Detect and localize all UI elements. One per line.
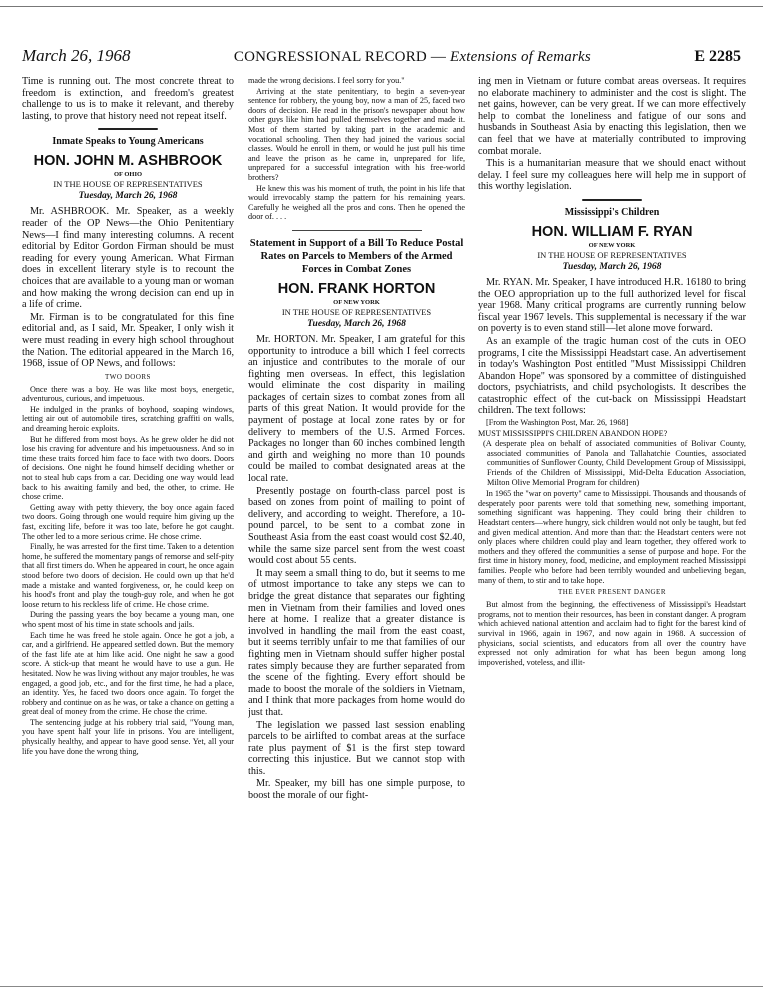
quote-paragraph: During the passing years the boy became a young man, one who spent most of his time in state schools and jails. xyxy=(22,610,234,629)
subheading: THE EVER PRESENT DANGER xyxy=(557,588,666,597)
subheading: TWO DOORS xyxy=(105,372,151,381)
speech-date: Tuesday, March 26, 1968 xyxy=(562,261,662,272)
quote-paragraph: But almost from the beginning, the effectiveness of Mississippi's Headstart programs, not to mention their resources, has been in constant danger. A program which achieved national attention and acclaim had to fight for the barest kind of survival in 1966, again in 1967, and now again in 1968. A succession of physicians, social scientists, and educators from all over the country have expressed not only admiration for what has been begun among long impoverished, voteless, and illit- xyxy=(478,600,746,667)
bottom-rule xyxy=(0,986,763,987)
speaker-state: OF NEW YORK xyxy=(588,241,636,249)
top-rule xyxy=(0,6,763,7)
speech-date: Tuesday, March 26, 1968 xyxy=(78,191,178,202)
quote-paragraph: But he differed from most boys. As he grew older he did not lose his craving for adventure and his impetuousness. And so in time these traits forced him face to face with two doors. Doors of decisions. One night he found himself deciding whether or not to steal hub caps from a car. Deciding one way would lead back to his awaiting family and bed, the other, to crime. He chose crime. xyxy=(22,434,234,502)
quote-paragraph: He indulged in the pranks of boyhood, soaping windows, letting air out of automobile tires, scratching graffiti on walls, and dreaming heroic exploits. xyxy=(22,404,234,434)
quote-title: MUST MISSISSIPPI'S CHILDREN ABANDON HOPE? xyxy=(478,428,668,438)
quote-paragraph: The sentencing judge at his robbery trial said, "Young man, you have spent half your life in prisons. You are intelligent, physically healthy, and appear to have good sense. Yet, all your life you have done the wrong thing, xyxy=(22,717,234,756)
quote-paragraph: made the wrong decisions. I feel sorry for you." xyxy=(248,76,405,85)
header-date: March 26, 1968 xyxy=(22,46,131,65)
paragraph: Mr. Firman is to be congratulated for this fine editorial and, as I said, Mr. Speaker, I only wish it were must reading in every high school throughout the Nation. The editorial appeared in the March 16, 1968, issue of OP News, and follows: xyxy=(22,311,234,370)
paragraph: The legislation we passed last session enabling parcels to be airlifted to combat areas at the surface rate plus payment of $1 is the first step toward correcting this injustice. But we cannot stop with this. xyxy=(248,719,465,777)
speaker-name: HON. FRANK HORTON xyxy=(277,280,436,297)
column-3 xyxy=(478,76,746,986)
paragraph: Mr. HORTON. Mr. Speaker, I am grateful for this opportunity to introduce a bill which I feel corrects an injustice and contributes to the morale of our fighting men overseas. In effect, this legislation would eliminate the cost disparity in mailing packages of certain sizes to combat zones from all parts of this great Nation. It would provide for the payment of postage at local zone rates by or for delivery to members of the U.S. Armed Forces. Packages no longer than 60 inches combined length and girth and weighing no more than 10 pounds could be mailed to combat designated areas at the local rate. xyxy=(248,333,465,485)
house-line: IN THE HOUSE OF REPRESENTATIVES xyxy=(537,249,687,260)
section-divider xyxy=(98,128,158,130)
paragraph: Mr. Speaker, my bill has one simple purpose, to boost the morale of our fight- xyxy=(248,778,465,802)
speaker-name: HON. WILLIAM F. RYAN xyxy=(531,223,693,240)
header-title xyxy=(234,49,591,66)
paragraph: Time is running out. The most concrete threat to freedom is extinction, and freedom's greatest challenge to us is to make it relevant, and thereby lasting, to prove that history need not repeat itself. xyxy=(22,76,234,122)
header-section: Extensions of Remarks xyxy=(450,49,591,65)
quote-paragraph: In 1965 the "war on poverty" came to Mississippi. Thousands and thousands of desperately poor parents were told that something new, something important, something significant was happening. They could bring their children to Headstart centers—where hungry, sick children would not only be taught, but fed and given medical attention. And more than that: the Headstart centers were not only places where children could play and learn together, they offered work to mothers and they offered the communities a sense of purpose and hope. For the first time in history money, food, medicine, and employment reached Mississippi families. People who before had been terribly wounded and unbelieving began, many of them, to stir and to take hope. xyxy=(478,489,746,585)
source-line: [From the Washington Post, Mar. 26, 1968] xyxy=(486,418,629,428)
paragraph: This is a humanitarian measure that we should enact without delay. I feel sure my colleagues here will help me in support of this worthy legislation. xyxy=(478,158,746,193)
article-heading: Inmate Speaks to Young Americans xyxy=(52,136,204,148)
quote-paragraph: Once there was a boy. He was like most boys, energetic, adventurous, curious, and impetuous. xyxy=(22,384,234,404)
speaker-name: HON. JOHN M. ASHBROOK xyxy=(33,153,223,170)
speaker-state: OF OHIO xyxy=(113,171,143,179)
paragraph: Mr. ASHBROOK. Mr. Speaker, as a weekly reader of the OP News—the Ohio Penitentiary News—I find many interesting columns. A recent editorial by Editor Gordon Firman should be must reading for every young American. What Firman does in excellent literary style is to recount the choices that are available to a young man or woman and how making the wrong decision can end up in a life of crime. xyxy=(22,206,234,311)
header-page-number: E 2285 xyxy=(694,48,741,65)
paragraph: As an example of the tragic human cost of the cuts in OEO programs, I cite the Mississippi Headstart case. An advertisement in today's Washington Post entitled "Must Mississippi Children Abandon Hope" was sponsored by a committee of distinguished doctors, psychiatrists, and child psychologists. It describes the catastrophic effect of the cut-back on Mississippi Headstart children. The text follows: xyxy=(478,335,746,417)
quote-paragraph: Finally, he was arrested for the first time. Taken to a detention home, he suffered the momentary pangs of remorse and self-pity that all first timers do. When he appeared in court, he once again stood before two doors of decision. He could own up that he'd made a mistake and wanted forgiveness, or, he could keep on his hood's front and play the tough-guy role, and when he got loose return to his reckless life of crime. He chose crime. xyxy=(22,542,234,609)
paragraph: Mr. RYAN. Mr. Speaker, I have introduced H.R. 16180 to bring the OEO appropriation up to the full authorized level for fiscal year 1968. Many critical programs are currently running below fiscal year 1967 levels. This supplemental is necessary if the war on poverty is to even stand still—let alone move forward. xyxy=(478,276,746,335)
column-1 xyxy=(22,76,234,986)
section-divider xyxy=(582,199,642,201)
column-2 xyxy=(248,76,465,986)
article-heading: Mississippi's Children xyxy=(564,206,660,218)
article-heading: Statement in Support of a Bill To Reduce Postal Rates on Parcels to Members of the Armed Forces in Combat Zones xyxy=(249,237,464,275)
paragraph: ing men in Vietnam or future combat areas overseas. It requires no elaborate machinery to administer and the cost is slight. The net gains, however, can be very great. If we can more effectively help to combat the loneliness and fatigue of our sons and husbands in Southeast Asia by enacting this legislation, then we can feel that we have at materially contributed to improving combat morale. xyxy=(478,76,746,157)
house-line: IN THE HOUSE OF REPRESENTATIVES xyxy=(53,179,203,190)
house-line: IN THE HOUSE OF REPRESENTATIVES xyxy=(281,306,432,317)
header-record: CONGRESSIONAL RECORD — xyxy=(233,49,451,65)
speech-date: Tuesday, March 26, 1968 xyxy=(307,318,406,329)
page-header xyxy=(22,46,741,68)
quote-note: (A desperate plea on behalf of associated communities of Bolivar County, associated communities of Panola and Tallahatchie Counties, associated communities of Sunflower County, Child Development Group of Mississippi, Friends of the Children of Mississippi, Mid-Delta Education Association, Milton Olive Memorial Program for children) xyxy=(483,439,746,487)
paragraph: Presently postage on fourth-class parcel post is based on zones from point of mailing to point of delivery, and according to weight. Therefore, a 10-pound parcel, to be sent to a combat zone in Southeast Asia from the east coast would cost $2.40, while the same size parcel sent from the west coast would cost about 55 cents. xyxy=(248,485,465,567)
quote-paragraph: Each time he was freed he stole again. Once he got a job, a car, and a girlfriend. He appeared settled down. But the memory of the fast life ate at him like acid. One night he saw a good score. A stick-up that meant he would have to use a gun. He hesitated. Now he was living without any major troubles, he was engaged, a good job, etc., and for the first time, he had a place, an identity. Yes, he faced two doors once again. To forget the robbery and continue on as he was, or take a chance on getting a great deal of money from the crime. He chose the crime. xyxy=(22,630,234,717)
quote-paragraph: Getting away with petty thievery, the boy once again faced two doors. Going through one would require him giving up the fast, exciting life, before it was too late, before he got caught. The other led to a more serious crime. He chose crime. xyxy=(22,502,234,541)
speaker-state: OF NEW YORK xyxy=(333,298,380,306)
paragraph: It may seem a small thing to do, but it seems to me of utmost importance to take any steps we can to bridge the great distance that separates our fighting men in Vietnam from their families and loved ones here at home. I realize that a greater distance is involved in handling the mail from the east coast, but it seems terribly unfair to me that families of our fighting men in Vietnam should suffer higher postal rates simply because they are further separated from the scene of the fighting. Every effort should be made to boost the morale of the soldiers in Vietnam, and I think that more packages from home would do just that. xyxy=(248,567,465,718)
quote-paragraph: Arriving at the state penitentiary, to begin a seven-year sentence for robbery, the young boy, now a man of 25, faced two doors of decision. He read in the prison's newspaper about how other guys like him had pulled themselves together and made it. Most of them started by taking part in the academic and vocational schooling. Then they had joined the various social classes. Would he enroll in them, or would he just pull his time and leave the prison as he came in, unprepared for life, unprepared for a successful integration with his free-world brothers? xyxy=(248,86,465,182)
section-divider xyxy=(292,230,422,231)
quote-paragraph: He knew this was his moment of truth, the point in his life that would irrevocably stamp the pattern for his remaining years. Carefully he weighed all the pros and cons. Then he opened the door of. . . . xyxy=(248,183,465,222)
